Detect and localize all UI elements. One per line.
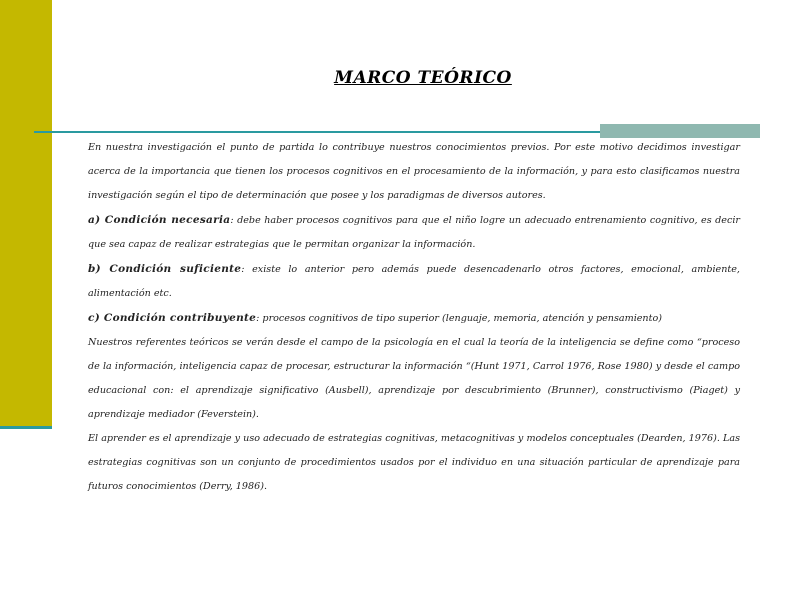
intro-paragraph: En nuestra investigación el punto de partida lo contribuye nuestros conocimientos previos. Por este motivo decidimos investigar acerca de la importancia que tienen los procesos cognitivos en el procesamiento de la información, y para esto clasificamos nuestra investigación según el tipo de determinación que posee y los paradigmas de diversos autores. [88, 142, 740, 201]
slide-body [88, 136, 740, 499]
condition-sufficient [88, 257, 740, 306]
learning-paragraph: El aprender es el aprendizaje y uso adecuado de estrategias cognitivas, metacognitivas y modelos conceptuales (Dearden, 1976). Las estrategias cognitivas son un conjunto de procedimientos usados por el individuo en una situación particular de aprendizaje para futuros conocimientos (Derry, 1986). [88, 433, 740, 492]
left-accent-underline [0, 426, 52, 429]
condition-label: c) Condición contribuyente [88, 312, 257, 324]
referents-paragraph: Nuestros referentes teóricos se verán desde el campo de la psicología en el cual la teoría de la inteligencia se define como “proceso de la información, inteligencia capaz de procesar, estructurar la información “(Hunt 1971, Carrol 1976, Rose 1980) y desde el campo educacional con: el aprendizaje significativo (Ausbell), aprendizaje por descubrimiento (Brunner), constructivismo (Piaget) y aprendizaje mediador (Feverstein). [88, 337, 740, 420]
condition-text: : existe lo anterior pero además puede desencadenarlo otros factores, emocional, ambiente, alimentación etc. [88, 264, 740, 299]
left-accent-bar [0, 0, 52, 426]
condition-label: b) Condición suficiente [88, 263, 242, 275]
condition-contributing [88, 306, 740, 331]
slide-title: MARCO TEÓRICO [334, 68, 512, 88]
condition-label: a) Condición necesaria [88, 214, 231, 226]
condition-text: : debe haber procesos cognitivos para que el niño logre un adecuado entrenamiento cognitivo, es decir que sea capaz de realizar estrategias que le permitan organizar la información. [88, 215, 740, 250]
condition-necessary [88, 208, 740, 257]
condition-text: : procesos cognitivos de tipo superior (lenguaje, memoria, atención y pensamiento) [256, 313, 662, 324]
